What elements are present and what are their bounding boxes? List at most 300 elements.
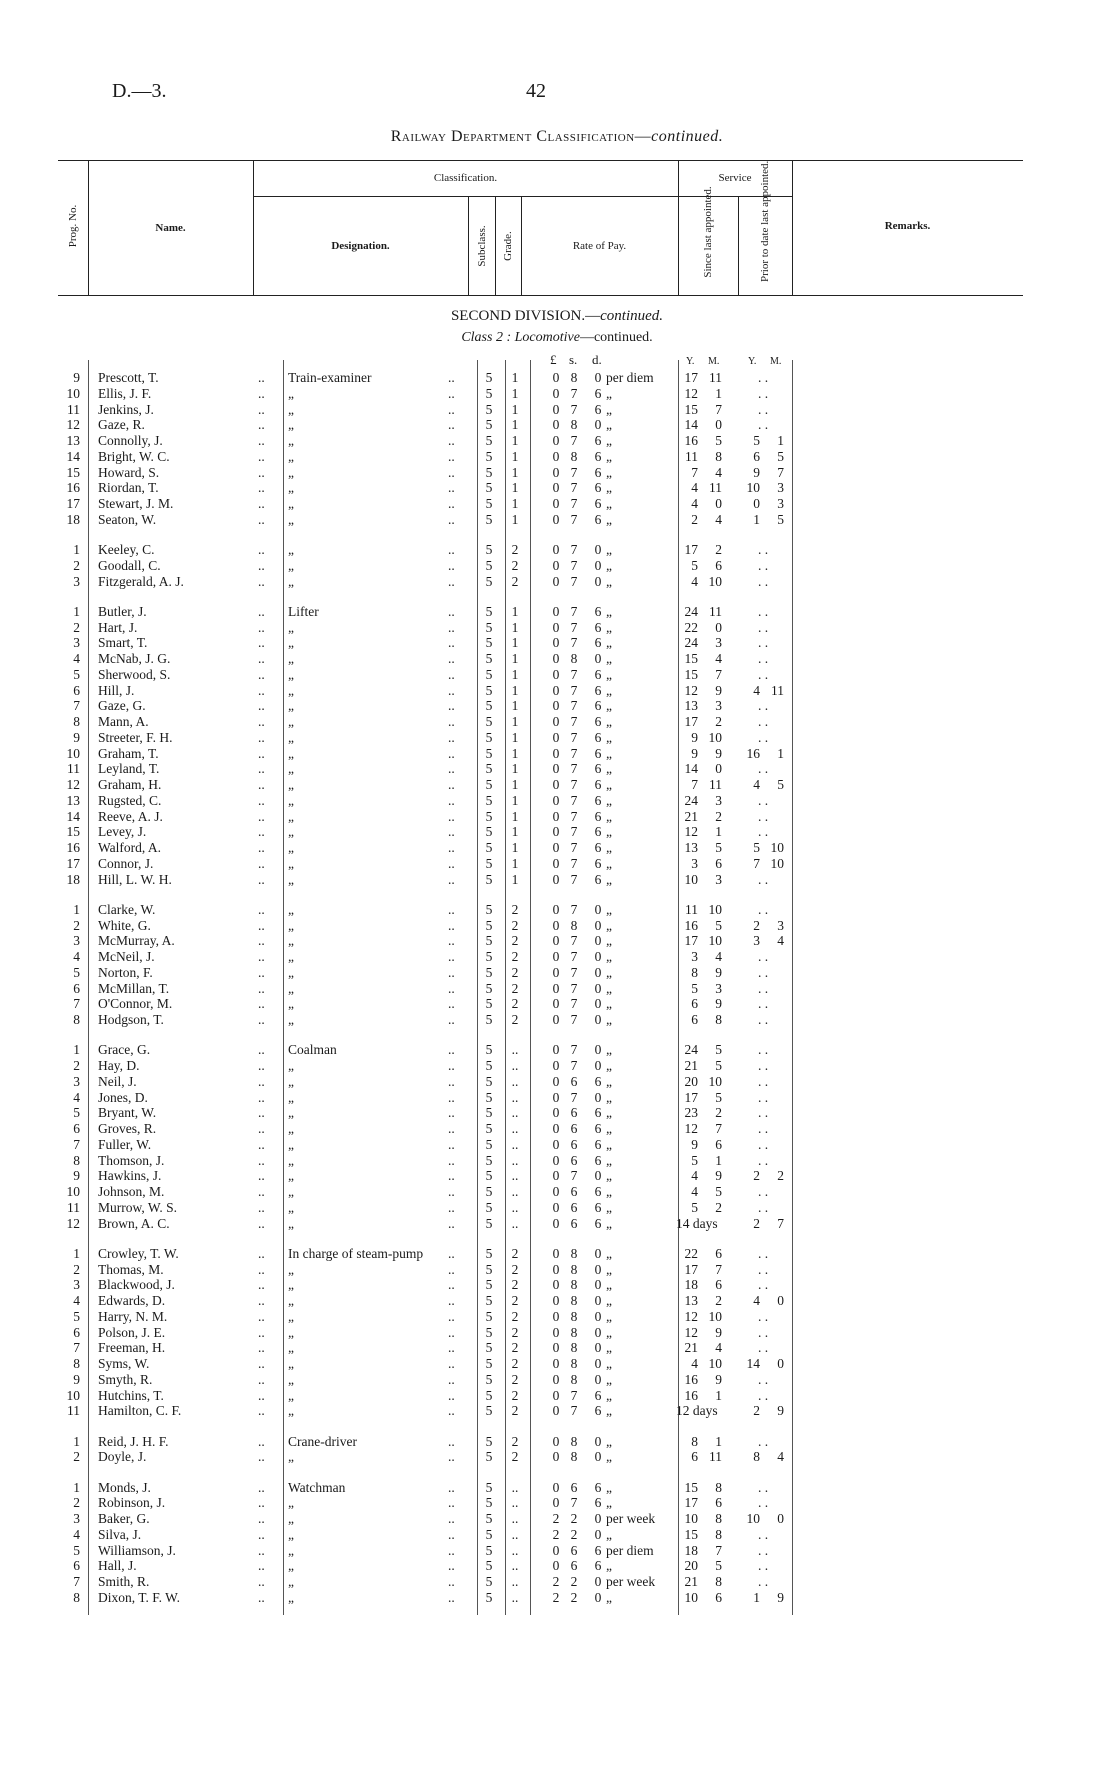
- name-leader-dots: ..: [258, 385, 265, 401]
- grade: ..: [511, 1511, 519, 1526]
- pay-shillings: 2: [570, 1574, 578, 1589]
- pay-pounds: 0: [552, 964, 560, 980]
- designation: Watchman: [288, 1479, 346, 1495]
- designation-leader-dots: ..: [448, 1449, 455, 1465]
- pay-unit: „: [606, 651, 612, 666]
- service-months: 7: [715, 1261, 722, 1277]
- pay-pounds: 0: [552, 1073, 560, 1089]
- prog-no: 8: [73, 1152, 80, 1168]
- pay-pence: 6: [594, 792, 602, 808]
- ditto-mark: „: [288, 1105, 294, 1121]
- pay-shillings: 8: [570, 917, 578, 933]
- pay-pounds: 0: [552, 651, 560, 666]
- pay-shillings: 7: [570, 745, 578, 761]
- service-months: 5: [715, 1089, 722, 1105]
- prior-dots: . .: [758, 1152, 769, 1168]
- subclass: 5: [485, 1387, 493, 1403]
- designation-leader-dots: ..: [448, 1105, 455, 1121]
- grade: 1: [511, 480, 519, 496]
- employee-name: Smith, R.: [98, 1574, 150, 1589]
- prog-no: 4: [73, 1526, 80, 1542]
- pay-pence: 0: [594, 1433, 602, 1449]
- name-leader-dots: ..: [258, 433, 265, 448]
- pay-pence: 6: [594, 433, 602, 448]
- pay-pounds: 0: [552, 745, 560, 761]
- prog-no: 3: [73, 1073, 80, 1089]
- pay-shillings: 7: [570, 1387, 578, 1403]
- pay-shillings: 7: [570, 542, 578, 557]
- name-leader-dots: ..: [258, 1089, 265, 1105]
- service-months: 10: [708, 573, 722, 589]
- service-years: 20: [684, 1073, 698, 1089]
- subclass: 5: [485, 855, 493, 871]
- designation-leader-dots: ..: [448, 1387, 455, 1403]
- service-months: 6: [715, 1495, 722, 1511]
- pay-shillings: 7: [570, 996, 578, 1012]
- employee-name: Fitzgerald, A. J.: [98, 573, 184, 589]
- subclass: 5: [485, 666, 493, 682]
- service-months: 5: [715, 433, 722, 448]
- name-leader-dots: ..: [258, 901, 265, 917]
- pay-shillings: 7: [570, 792, 578, 808]
- service-years: 14: [684, 417, 698, 433]
- pay-pence: 0: [594, 1261, 602, 1277]
- pay-pounds: 0: [552, 496, 560, 511]
- ditto-mark: „: [288, 1089, 294, 1105]
- pay-unit: „: [606, 840, 612, 855]
- grade: 1: [511, 855, 519, 871]
- ditto-mark: „: [288, 714, 294, 729]
- designation-leader-dots: ..: [448, 1433, 455, 1449]
- name-leader-dots: ..: [258, 480, 265, 496]
- pay-shillings: 8: [570, 1356, 578, 1371]
- prior-months: 1: [777, 745, 784, 761]
- pay-shillings: 7: [570, 901, 578, 917]
- employee-name: Edwards, D.: [98, 1293, 166, 1308]
- pay-shillings: 7: [570, 871, 578, 887]
- prior-dots: . .: [758, 949, 769, 964]
- prior-years: 2: [753, 1215, 760, 1231]
- pay-shillings: 7: [570, 666, 578, 682]
- subclass: 5: [485, 949, 493, 964]
- prior-months: 7: [777, 1215, 784, 1231]
- pay-pence: 6: [594, 777, 602, 792]
- ditto-mark: „: [288, 385, 294, 401]
- pay-pounds: 2: [552, 1511, 560, 1526]
- designation-leader-dots: ..: [448, 1121, 455, 1136]
- pay-shillings: 7: [570, 808, 578, 824]
- employee-name: Grace, G.: [98, 1042, 151, 1058]
- employee-name: Neil, J.: [98, 1073, 137, 1089]
- pay-unit: „: [606, 1245, 612, 1261]
- ditto-mark: „: [288, 573, 294, 589]
- pay-pence: 6: [594, 1215, 602, 1231]
- pay-unit: „: [606, 464, 612, 480]
- employee-name: McMillan, T.: [98, 980, 170, 996]
- service-years: 9: [691, 729, 698, 745]
- designation: Coalman: [288, 1042, 337, 1058]
- pay-pence: 6: [594, 635, 602, 651]
- service-years: 10: [684, 1511, 698, 1526]
- service-years: 12: [684, 1324, 698, 1340]
- pay-pence: 0: [594, 1089, 602, 1105]
- name-leader-dots: ..: [258, 511, 265, 527]
- subclass: 5: [485, 1449, 493, 1465]
- pay-pence: 6: [594, 1121, 602, 1136]
- designation-header: Designation.: [331, 240, 390, 252]
- pay-unit: „: [606, 385, 612, 401]
- grade: 2: [511, 1277, 519, 1293]
- pay-unit: „: [606, 745, 612, 761]
- pay-pounds: 0: [552, 370, 560, 385]
- service-years: 22: [684, 1245, 698, 1261]
- prior-months-unit: M.: [770, 356, 782, 367]
- pay-unit: „: [606, 980, 612, 996]
- name-leader-dots: ..: [258, 1277, 265, 1293]
- service-months: 5: [715, 917, 722, 933]
- prior-dots: . .: [758, 1574, 769, 1589]
- prior-dots: . .: [758, 808, 769, 824]
- prog-no: 11: [67, 401, 80, 417]
- pay-unit: „: [606, 1387, 612, 1403]
- ditto-mark: „: [288, 777, 294, 792]
- prior-months: 11: [771, 682, 784, 698]
- employee-name: Blackwood, J.: [98, 1277, 175, 1293]
- service-years: 20: [684, 1558, 698, 1574]
- prior-dots: . .: [758, 871, 769, 887]
- employee-name: Fuller, W.: [98, 1136, 152, 1152]
- designation-leader-dots: ..: [448, 1558, 455, 1574]
- pay-shillings: 7: [570, 840, 578, 855]
- grade: 1: [511, 824, 519, 840]
- name-leader-dots: ..: [258, 1558, 265, 1574]
- employee-name: Reeve, A. J.: [98, 808, 163, 824]
- pay-pounds: 0: [552, 619, 560, 635]
- employee-name: Keeley, C.: [98, 542, 155, 557]
- prior-years: 0: [753, 496, 760, 511]
- service-years: 12: [684, 385, 698, 401]
- ditto-mark: „: [288, 1589, 294, 1605]
- pay-pounds: 0: [552, 464, 560, 480]
- prior-months: 10: [770, 840, 784, 855]
- grade: 1: [511, 496, 519, 511]
- grade: 2: [511, 1340, 519, 1356]
- grade: ..: [511, 1152, 519, 1168]
- service-years: 13: [684, 840, 698, 855]
- pay-pence: 0: [594, 1058, 602, 1073]
- pay-pounds: 0: [552, 603, 560, 619]
- designation-leader-dots: ..: [448, 901, 455, 917]
- ditto-mark: „: [288, 1324, 294, 1340]
- subclass: 5: [485, 1105, 493, 1121]
- subclass: 5: [485, 1356, 493, 1371]
- service-years: 16: [684, 1387, 698, 1403]
- designation: In charge of steam-pump: [288, 1245, 424, 1261]
- prior-years-unit: Y.: [748, 356, 757, 367]
- service-years: 16: [684, 1371, 698, 1387]
- classification-header: Classification.: [433, 172, 498, 184]
- employee-name: Hay, D.: [98, 1058, 140, 1073]
- prog-no: 12: [66, 417, 80, 433]
- prior-dots: . .: [758, 573, 769, 589]
- class-heading: [0, 330, 1114, 346]
- prog-no: 3: [73, 573, 80, 589]
- name-leader-dots: ..: [258, 761, 265, 777]
- page-header-left: D.—3.: [112, 80, 167, 102]
- designation-leader-dots: ..: [448, 698, 455, 714]
- prior-dots: . .: [758, 417, 769, 433]
- employee-name: Prescott, T.: [98, 370, 159, 385]
- service-months: 10: [708, 1356, 722, 1371]
- pay-unit: „: [606, 1324, 612, 1340]
- ditto-mark: „: [288, 1574, 294, 1589]
- pay-pounds: 0: [552, 1479, 560, 1495]
- pay-unit: „: [606, 433, 612, 448]
- service-months: 11: [709, 480, 722, 496]
- pay-shillings: 8: [570, 1449, 578, 1465]
- grade: 2: [511, 1403, 519, 1419]
- prog-no: 8: [73, 1356, 80, 1371]
- prior-dots: . .: [758, 666, 769, 682]
- subclass: 5: [485, 1042, 493, 1058]
- designation-leader-dots: ..: [448, 1589, 455, 1605]
- pay-pounds: 0: [552, 557, 560, 573]
- service-years: 5: [691, 1152, 698, 1168]
- ditto-mark: „: [288, 635, 294, 651]
- service-years: 15: [684, 1526, 698, 1542]
- employee-name: Robinson, J.: [98, 1495, 166, 1511]
- pay-pence: 6: [594, 1184, 602, 1199]
- prior-dots: . .: [758, 1184, 769, 1199]
- designation-leader-dots: ..: [448, 1526, 455, 1542]
- prior-dots: . .: [758, 1371, 769, 1387]
- subclass: 5: [485, 761, 493, 777]
- prior-dots: . .: [758, 1387, 769, 1403]
- ditto-mark: „: [288, 480, 294, 496]
- grade: 2: [511, 1449, 519, 1465]
- subclass: 5: [485, 698, 493, 714]
- pay-unit: „: [606, 1105, 612, 1121]
- pay-unit: „: [606, 480, 612, 496]
- pay-pence: 6: [594, 1542, 602, 1558]
- pay-unit: „: [606, 401, 612, 417]
- pay-unit: „: [606, 1199, 612, 1215]
- subclass: 5: [485, 1371, 493, 1387]
- prior-dots: . .: [758, 824, 769, 840]
- grade: 2: [511, 1356, 519, 1371]
- grade: 2: [511, 1387, 519, 1403]
- grade: 2: [511, 1308, 519, 1324]
- service-months: 0: [715, 496, 722, 511]
- service-years: 16: [684, 433, 698, 448]
- ditto-mark: „: [288, 417, 294, 433]
- grade: 2: [511, 1324, 519, 1340]
- subclass: 5: [485, 1184, 493, 1199]
- division-italic: continued.: [600, 308, 664, 324]
- prog-no: 7: [73, 1574, 80, 1589]
- ditto-mark: „: [288, 964, 294, 980]
- service-years: 21: [684, 1058, 698, 1073]
- service-months: 9: [715, 1371, 722, 1387]
- subclass: 5: [485, 824, 493, 840]
- subclass: 5: [485, 1089, 493, 1105]
- pay-pounds: 0: [552, 714, 560, 729]
- pay-unit: „: [606, 557, 612, 573]
- prior-dots: . .: [758, 603, 769, 619]
- grade: ..: [511, 1121, 519, 1136]
- prior-dots: . .: [758, 792, 769, 808]
- pay-pounds: 0: [552, 1403, 560, 1419]
- document-title: [0, 128, 1114, 146]
- grade: ..: [511, 1215, 519, 1231]
- prog-no: 4: [73, 1293, 80, 1308]
- pay-unit: „: [606, 1184, 612, 1199]
- pay-unit: „: [606, 996, 612, 1012]
- pay-pence: 0: [594, 964, 602, 980]
- service-years: 22: [684, 619, 698, 635]
- pay-pounds: 0: [552, 682, 560, 698]
- subclass: 5: [485, 1261, 493, 1277]
- pay-pence: 6: [594, 385, 602, 401]
- prog-no: 5: [73, 1308, 80, 1324]
- pay-pounds: 0: [552, 1277, 560, 1293]
- subclass: 5: [485, 557, 493, 573]
- employee-name: Gaze, G.: [98, 698, 146, 714]
- employee-name: Brown, A. C.: [98, 1215, 170, 1231]
- pay-pounds: 0: [552, 433, 560, 448]
- prog-no: 1: [73, 1433, 80, 1449]
- pay-unit: per week: [606, 1574, 656, 1589]
- ditto-mark: „: [288, 1340, 294, 1356]
- pay-pence: 6: [594, 1136, 602, 1152]
- employee-name: Silva, J.: [98, 1526, 142, 1542]
- division-heading: [0, 308, 1114, 325]
- pay-shillings: 2: [570, 1526, 578, 1542]
- prior-years: 1: [753, 511, 760, 527]
- service-years: 8: [691, 1433, 698, 1449]
- service-months: 4: [715, 511, 722, 527]
- prior-dots: . .: [758, 401, 769, 417]
- name-leader-dots: ..: [258, 1433, 265, 1449]
- grade: ..: [511, 1589, 519, 1605]
- subclass: 5: [485, 933, 493, 949]
- prior-dots: . .: [758, 964, 769, 980]
- name-leader-dots: ..: [258, 1542, 265, 1558]
- name-leader-dots: ..: [258, 855, 265, 871]
- prior-dots: . .: [758, 1558, 769, 1574]
- employee-name: Graham, H.: [98, 777, 162, 792]
- service-months: 1: [715, 1387, 722, 1403]
- ditto-mark: „: [288, 729, 294, 745]
- service-months: 5: [715, 1558, 722, 1574]
- pay-shillings: 7: [570, 385, 578, 401]
- prior-dots: . .: [758, 980, 769, 996]
- pay-pounds: 0: [552, 855, 560, 871]
- subclass: 5: [485, 917, 493, 933]
- grade: 1: [511, 401, 519, 417]
- name-leader-dots: ..: [258, 1293, 265, 1308]
- prog-no: 10: [66, 385, 80, 401]
- name-leader-dots: ..: [258, 1012, 265, 1027]
- prior-dots: . .: [758, 1340, 769, 1356]
- pay-pence: 0: [594, 1356, 602, 1371]
- pay-pounds: 0: [552, 1089, 560, 1105]
- pay-pence: 0: [594, 1012, 602, 1027]
- pay-unit: „: [606, 871, 612, 887]
- service-years: 15: [684, 666, 698, 682]
- prior-dots: . .: [758, 1058, 769, 1073]
- pence-unit: d.: [592, 352, 602, 367]
- service-years: 15: [684, 401, 698, 417]
- designation-leader-dots: ..: [448, 1495, 455, 1511]
- prog-no: 2: [73, 557, 80, 573]
- prog-no: 8: [73, 1589, 80, 1605]
- pounds-unit: £: [550, 352, 557, 367]
- designation-leader-dots: ..: [448, 619, 455, 635]
- name-leader-dots: ..: [258, 1121, 265, 1136]
- designation-leader-dots: ..: [448, 1184, 455, 1199]
- employee-name: Freeman, H.: [98, 1340, 166, 1356]
- grade: 2: [511, 1245, 519, 1261]
- service-years: 13: [684, 698, 698, 714]
- service-years: 4: [691, 496, 698, 511]
- ditto-mark: „: [288, 1168, 294, 1184]
- pay-unit: „: [606, 1449, 612, 1465]
- pay-unit: „: [606, 542, 612, 557]
- grade: 1: [511, 698, 519, 714]
- prior-dots: . .: [758, 1089, 769, 1105]
- grade: 1: [511, 370, 519, 385]
- name-leader-dots: ..: [258, 1495, 265, 1511]
- prog-no: 8: [73, 1012, 80, 1027]
- name-leader-dots: ..: [258, 464, 265, 480]
- name-leader-dots: ..: [258, 1308, 265, 1324]
- prog-no: 10: [66, 745, 80, 761]
- pay-unit: „: [606, 1073, 612, 1089]
- pay-pounds: 0: [552, 448, 560, 464]
- ditto-mark: „: [288, 433, 294, 448]
- service-since-last: 12 days: [676, 1403, 718, 1419]
- subclass: 5: [485, 1199, 493, 1215]
- employee-name: Gaze, R.: [98, 417, 145, 433]
- grade: 2: [511, 901, 519, 917]
- service-years: 18: [684, 1277, 698, 1293]
- subclass: 5: [485, 1293, 493, 1308]
- prog-no: 18: [66, 511, 80, 527]
- grade: 1: [511, 433, 519, 448]
- designation-leader-dots: ..: [448, 1215, 455, 1231]
- pay-shillings: 7: [570, 714, 578, 729]
- service-years: 11: [685, 901, 698, 917]
- prog-no: 1: [73, 901, 80, 917]
- prior-dots: . .: [758, 1433, 769, 1449]
- grade: 1: [511, 448, 519, 464]
- grade: 2: [511, 949, 519, 964]
- pay-shillings: 8: [570, 1245, 578, 1261]
- service-years: 4: [691, 480, 698, 496]
- pay-pounds: 0: [552, 401, 560, 417]
- prior-years: 2: [753, 917, 760, 933]
- since-last-header: Since last appointed.: [702, 186, 714, 278]
- subclass: 5: [485, 996, 493, 1012]
- designation-leader-dots: ..: [448, 557, 455, 573]
- pay-pence: 6: [594, 1558, 602, 1574]
- pay-shillings: 6: [570, 1215, 578, 1231]
- ditto-mark: „: [288, 1558, 294, 1574]
- prog-no: 9: [73, 370, 80, 385]
- subclass: 5: [485, 1403, 493, 1419]
- service-months: 10: [708, 1308, 722, 1324]
